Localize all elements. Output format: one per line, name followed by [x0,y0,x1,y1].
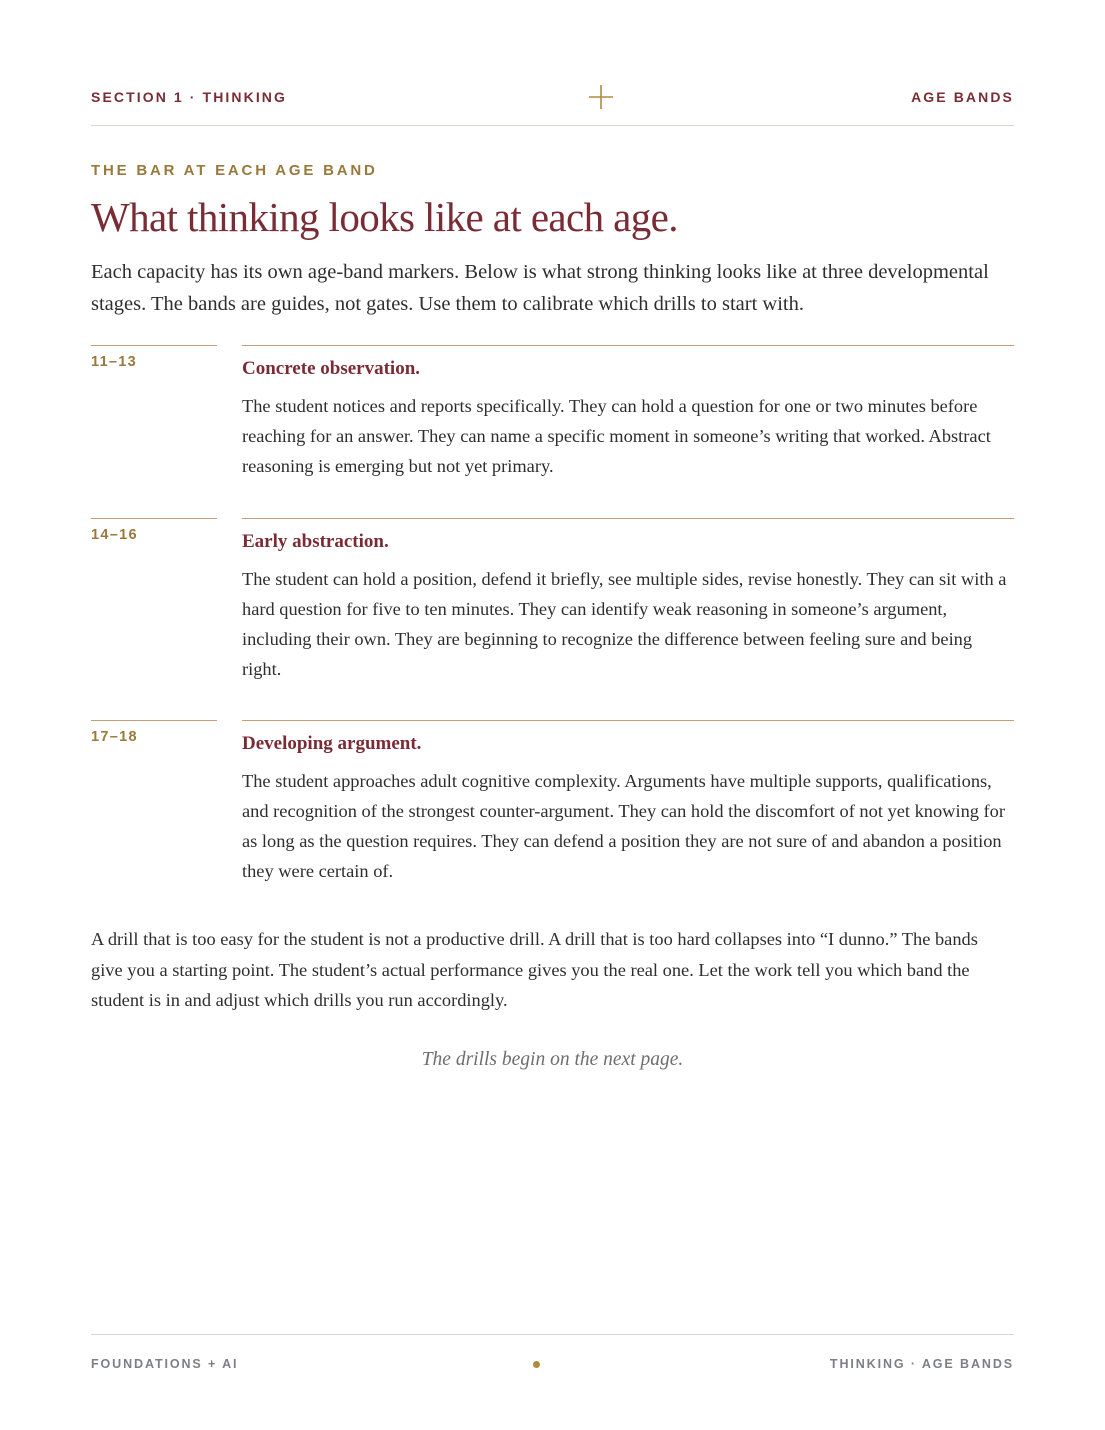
band-age-column [91,518,217,543]
page-header [91,84,1014,126]
band-heading: Developing argument. [242,733,422,754]
page-footer [91,1334,1014,1374]
band-description: The student approaches adult cognitive complexity. Arguments have multiple supports, qualifications, and recognition of the strongest counter-argument. They can hold the discomfort of not yet knowing for as long as the question requires. They can defend a position they are not sure of and abandon a position they were certain of. [242,771,1005,881]
band-age-label: 17–18 [91,729,138,745]
band-age-column [91,345,217,370]
intro-paragraph: Each capacity has its own age-band markers. Below is what strong thinking looks like at three developmental stages. The bands are guides, not gates. Use them to calibrate which drills to start with. [91,261,989,315]
section-label: SECTION 1 · THINKING [91,89,288,105]
footer-left-label: FOUNDATIONS + AI [91,1357,239,1371]
topic-label: AGE BANDS [911,89,1014,105]
band-body [242,518,1014,684]
band-description: The student can hold a position, defend it briefly, see multiple sides, revise honestly. They can sit with a hard question for five to ten minutes. They can identify weak reasoning in someone’s argument, including their own. They are beginning to recognize the difference between feeling sure and being right. [242,569,1007,679]
band-description: The student notices and reports specifically. They can hold a question for one or two minutes before reaching for an answer. They can name a specific moment in someone’s writing that worked. Abstract reasoning is emerging but not yet primary. [242,396,991,476]
document-page [91,0,1014,1430]
eyebrow-label: THE BAR AT EACH AGE BAND [91,162,378,179]
plus-icon [588,84,614,110]
band-age-column [91,720,217,745]
dot-icon [533,1361,540,1368]
footer-right-label: THINKING · AGE BANDS [829,1357,1014,1371]
band-age-label: 11–13 [91,354,138,370]
band-age-label: 14–16 [91,527,138,543]
band-body [242,345,1014,481]
band-heading: Early abstraction. [242,531,389,552]
band-heading: Concrete observation. [242,358,421,379]
band-body [242,720,1014,886]
page-title: What thinking looks like at each age. [91,194,678,240]
next-page-note: The drills begin on the next page. [421,1049,684,1070]
closing-paragraph: A drill that is too easy for the student is not a productive drill. A drill that is too hard collapses into “I dunno.” The bands give you a starting point. The student’s actual performance gives you the real one. Let the work tell you which band the student is in and adjust which drills you run accordingly. [91,929,978,1010]
